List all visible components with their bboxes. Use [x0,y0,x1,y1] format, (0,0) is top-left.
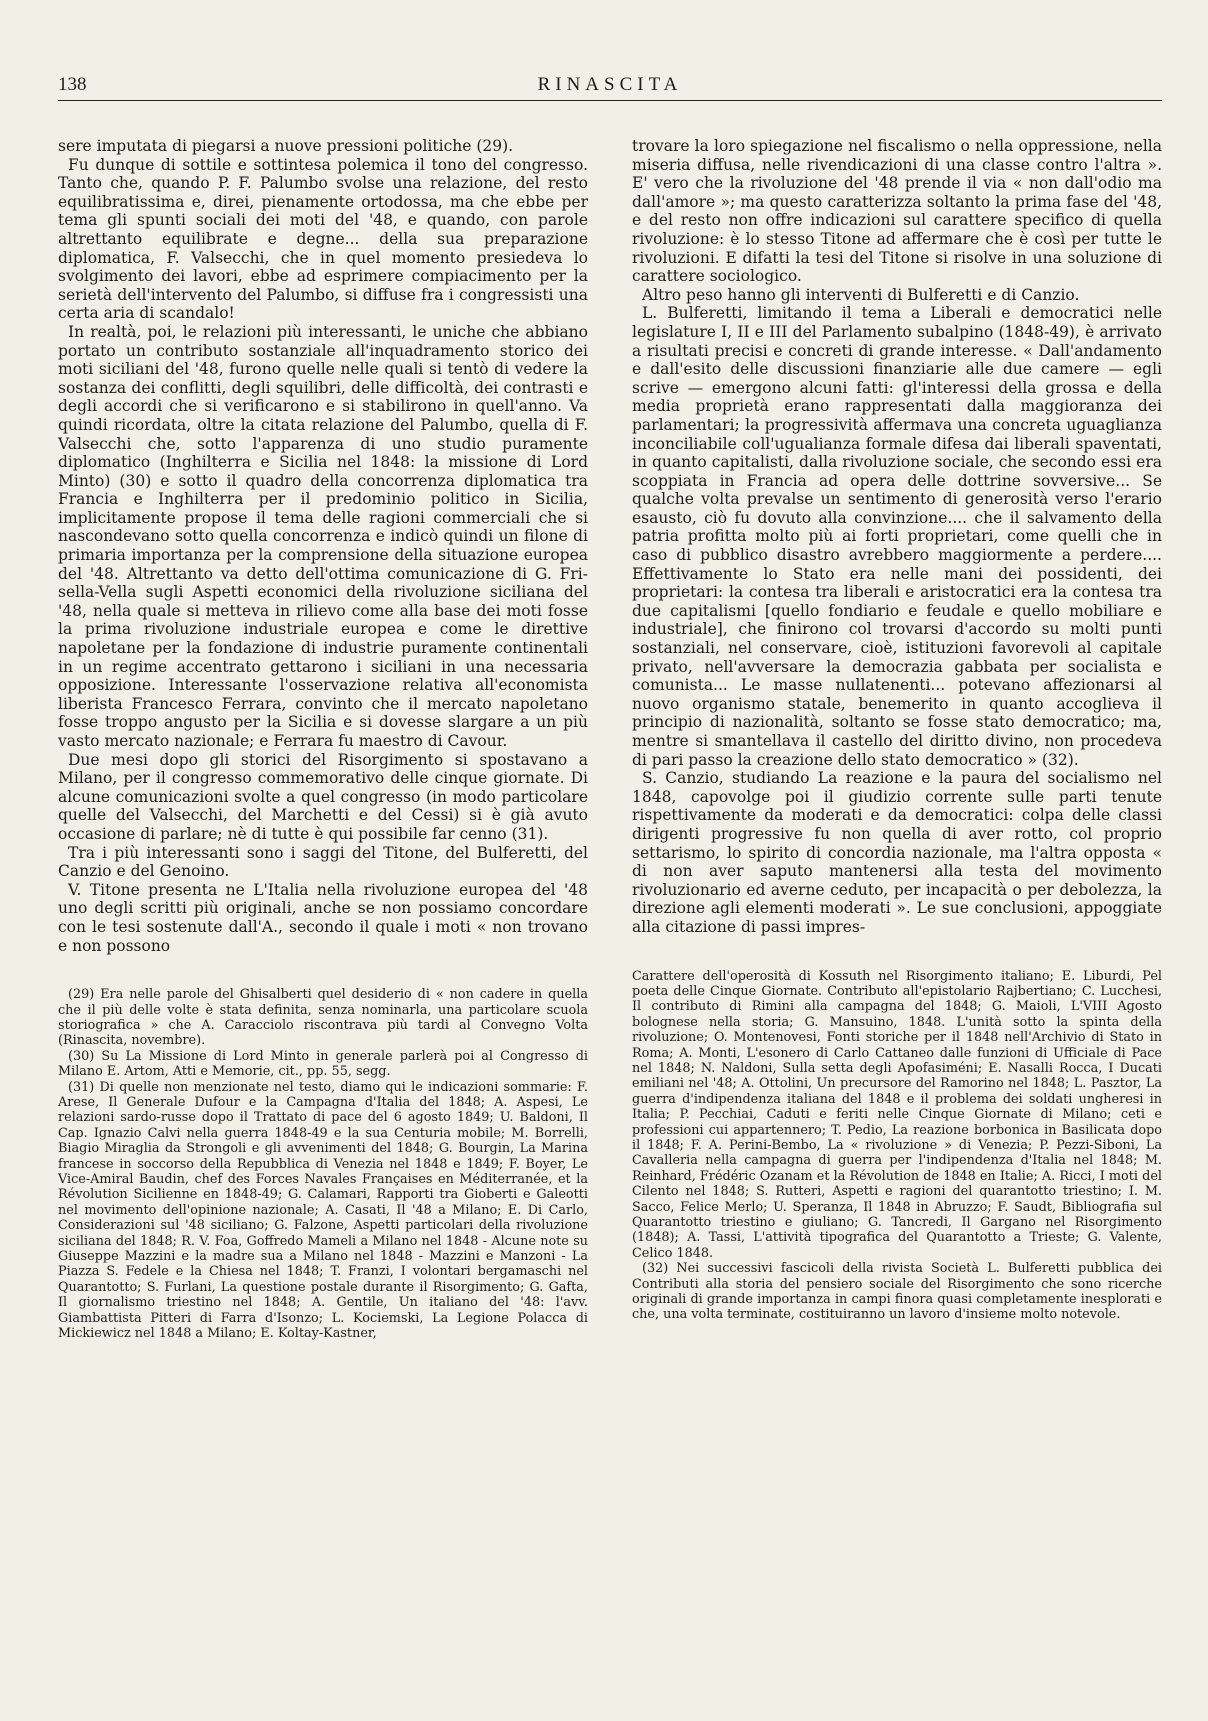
page-number: 138 [58,74,87,95]
right-column [632,137,1162,1341]
paragraph: Fu dunque di sottile e sottintesa polemica il tono del congresso. Tanto che, quando P. F. Palumbo svolse una relazione, del resto equilibratissima e, direi, pienamente ortodossa, ma che ebbe per tema gli spunti sociali dei moti del '48, e quando, con parole altrettanto equilibrate e degne... della sua preparazione diplomatica, F. Valsecchi, che in quel momento presiedeva lo svolgimento dei lavori, ebbe ad esprimere compiacimento per la serietà dell'intervento del Palumbo, si diffuse fra i congressisti una certa aria di scandalo! [58,155,588,323]
footnote: (29) Era nelle parole del Ghisalberti quel desiderio di « non cadere in quella che il più delle volte è stata definita, senza nominarla, una particolare scuola storiografica » che A. Caracciolo riscontrava più tardi al Convegno Volta (Rinascita, novembre). [58,987,588,1049]
footnote: (31) Di quelle non menzionate nel testo, diamo qui le indicazioni sommarie: F. Arese, Il Generale Dufour e la Campagna d'Italia del 1848; A. Aspesi, Le relazioni sardo-russe dopo il Trattato di pace del 6 agosto 1849; U. Baldoni, Il Cap. Ignazio Calvi nella guerra 1848-49 e la sua Centuria mobile; M. Borrelli, Biagio Miraglia da Strongoli e gli avvenimenti del 1848; G. Bourgin, La Marina francese in soccorso della Repubblica di Venezia nel 1848 e 1849; F. Boyer, Le Vice-Amiral Baudin, chef des Forces Navales Françaises en Méditerranée, et la Révolution Sicilienne en 1848-49; G. Calamari, Rapporti tra Gioberti e Galeotti nel movimento dell'opinione nazionale; A. Casati, Il '48 a Milano; E. Di Carlo, Considerazioni sul '48 siciliano; G. Falzone, Aspetti particolari della rivoluzione siciliana del 1848; R. V. Foa, Goffredo Mameli a Milano nel 1848 - Alcune note su Giuseppe Mazzini e la madre sua a Milano nel 1848 - Mazzini e Manzoni - La Piazza S. Fedele e la Chiesa nel 1848; T. Franzi, I volontari bergamaschi nel Quarantotto; S. Furlani, La questione postale durante il Risorgimento; G. Gafta, Il giornalismo triestino nel 1848; A. Gentile, Un italiano del '48: l'avv. Giambattista Pitteri di Farra d'Isonzo; L. Kociemski, La Legione Polacca di Mickiewicz nel 1848 a Milano; E. Koltay-Kastner, [58,1079,588,1342]
left-column-body [58,137,588,955]
left-column [58,137,588,1341]
paragraph: trovare la loro spiegazione nel fiscalismo o nella oppressione, nella miseria diffusa, nelle rivendicazioni di una classe contro l'altra ». E' vero che la rivoluzione del '48 prende il via « non dall'odio ma dall'amore »; ma questo caratterizza soltanto la prima fase del '48, e del resto non offre indicazioni sul carattere specifico di quella rivoluzione: è lo stesso Titone ad affermare che è così per tutte le rivoluzioni. E difatti la tesi del Titone si risolve in una soluzione di carattere sociologico. [632,137,1162,286]
paragraph: Due mesi dopo gli storici del Risorgimento si spostavano a Milano, per il congresso commemorativo delle cinque giornate. Di alcune comunicazioni svolte a quel congresso (in modo particolare quelle del Valsecchi, del Marchetti e del Cessi) si è già avuto occasione di parlare; nè di tutte è qui possibile far cenno (31). [58,750,588,843]
left-column-footnotes [58,987,588,1341]
right-column-footnotes [632,969,1162,1323]
paragraph: In realtà, poi, le relazioni più interessanti, le uniche che abbiano portato un contributo sostanziale all'inquadramento storico dei moti siciliani del '48, furono quelle nelle quali si tentò di vedere la sostanza dei conflitti, degli squilibri, delle difficoltà, dei contrasti e degli accordi che si verificarono e si stabilirono in quell'anno. Va quindi ricordata, oltre la citata relazione del Palumbo, quella di F. Valsecchi che, sotto l'apparenza di uno studio puramente diplomatico (Inghilterra e Sicilia nel 1848: la missione di Lord Minto) (30) e sotto il quadro della concorrenza diplomatica tra Francia e Inghilterra per il predominio politico in Sicilia, implicitamente propose il tema delle ragioni commerciali che si nascondevano sotto quella concorrenza e indicò quindi un filone di primaria importanza per la comprensione della situazione europea del '48. Altrettanto va detto dell'ottima comunicazione di G. Fri-sella-Vella sugli Aspetti economici della rivoluzione siciliana del '48, nella quale si metteva in rilievo come alla base dei moti fosse la prima rivoluzione industriale europea e come le direttive napoletane per la fondazione di industrie puramente continentali in un regime accentrato gettarono i siciliani in una necessaria opposizione. Interessante l'osservazione relativa all'economista liberista Francesco Ferrara, convinto che il mercato napoletano fosse troppo angusto per la Sicilia e si dovesse slargare a un più vasto mercato nazionale; e Ferrara fu maestro di Cavour. [58,322,588,750]
footnote: (32) Nei successivi fascicoli della rivista Società L. Bulferetti pubblica dei Contributi alla storia del pensiero sociale del Risorgimento che sono ricerche originali di grande importanza in campi finora quasi completamente inesplorati e che, una volta terminate, costituiranno un lavoro d'insieme molto notevole. [632,1261,1162,1323]
two-column-layout [58,137,1162,1341]
paragraph: Altro peso hanno gli interventi di Bulferetti e di Canzio. [642,285,1080,304]
paragraph: Tra i più interessanti sono i saggi del Titone, del Bulferetti, del Canzio e del Genoino. [58,843,588,881]
footnote: Carattere dell'operosità di Kossuth nel Risorgimento italiano; E. Liburdi, Pel poeta delle Cinque Giornate. Contributo all'epistolario Rajbertiano; C. Lucchesi, Il contributo di Rimini alla campagna del 1848; G. Maioli, L'VIII Agosto bolognese nella storia; G. Mansuino, 1848. L'unità sotto la spinta della rivoluzione; O. Montenovesi, Fonti storiche per il 1848 nell'Archivio di Stato in Roma; A. Monti, L'esonero di Carlo Cattaneo dalle funzioni di Ufficiale di Pace nel 1848; N. Naldoni, Sulla setta degli Apofasiméni; E. Nasalli Rocca, I Ducati emiliani nel '48; A. Ottolini, Un precursore del Ramorino nel 1848; L. Pasztor, La guerra d'indipendenza italiana del 1848 e il problema dei soldati ungheresi in Italia; P. Pecchiai, Caduti e feriti nelle Cinque Giornate di Milano; ceti e professioni cui appartennero; T. Pedio, La reazione borbonica in Basilicata dopo il 1848; F. A. Perini-Bembo, La « rivoluzione » di Venezia; P. Pezzi-Siboni, La Cavalleria nella campagna di guerra per l'indipendenza d'Italia nel 1848; M. Reinhard, Frédéric Ozanam et la Révolution de 1848 en Italie; A. Ricci, I moti del Cilento nel 1848; S. Rutteri, Aspetti e ragioni del quarantotto triestino; I. M. Sacco, Felice Merlo; U. Speranza, Il 1848 in Abruzzo; F. Saudt, Bibliografia sul Quarantotto triestino e giuliano; G. Tancredi, Il Gargano nel Risorgimento (1848); A. Tassi, L'attività tipografica del Quarantotto a Trieste; G. Valente, Celico 1848. [632,968,1162,1261]
footnote: (30) Su La Missione di Lord Minto in generale parlerà poi al Congresso di Milano E. Artom, Atti e Memorie, cit., pp. 55, segg. [58,1048,588,1080]
paragraph: S. Canzio, studiando La reazione e la paura del socialismo nel 1848, capovolge poi il giudizio corrente sulle parti tenute rispettivamente da moderati e da democratici: colpa delle classi dirigenti progressive fu non quella di aver rotto, col proprio settarismo, lo spirito di concordia nazionale, ma l'altra opposta « di non aver saputo mantenersi alla testa del movimento rivoluzionario ed averne ceduto, per incapacità o per debolezza, la direzione agli elementi moderati ». Le sue conclusioni, appoggiate alla citazione di passi impres- [632,769,1162,936]
page-header [58,70,1162,101]
right-column-body [632,137,1162,937]
paragraph: L. Bulferetti, limitando il tema a Liberali e democratici nelle legislature I, II e III del Parlamento subalpino (1848-49), è arrivato a risultati precisi e concreti di grande interesse. « Dall'andamento e dall'esito delle discussioni finanziarie alle due camere — egli scrive — emergono alcuni fatti: gl'interessi della grossa e della media proprietà erano rappresentati dalla maggioranza dei parlamentari; la progressività affermava una concreta uguaglianza inconciliabile coll'ugualianza formale difesa dai liberali spaventati, in quanto capitalisti, dalla rivoluzione sociale, che secondo essi era scoppiata in Francia ad opera delle dottrine sovversive... Se qualche volta prevalse un sentimento di generosità verso l'erario esausto, ciò fu dovuto alla convinzione.... che il salvamento della patria profitta molto più ai forti proprietari, come quelli che in caso di pubblico disastro avrebbero maggiormente a perdere.... Effettivamente lo Stato era nelle mani dei possidenti, dei proprietari: la contesa tra liberali e aristocratici era la contesa tra due capitalismi [quello fondiario e feudale e quello mobiliare e industriale], che finirono col trovarsi d'accordo su molti punti sostanziali, nel conservare, cioè, istituzioni favorevoli al capitale privato, nell'avversare la democrazia gabbata per socialista e comunista... Le masse nullatenenti... potevano affezionarsi al nuovo organismo statale, benemerito in quanto accoglieva il principio di nazionalità, soltanto se fosse stato democratico; ma, mentre si smantellava il castello del diritto divino, non procedeva di pari passo la creazione dello stato democratico » (32). [632,304,1162,769]
paragraph: sere imputata di piegarsi a nuove pressioni politiche (29). [58,137,514,155]
paragraph: V. Titone presenta ne L'Italia nella rivoluzione europea del '48 uno degli scritti più originali, anche se non possiamo concordare con le tesi sostenute dall'A., secondo il quale i moti « non trovano e non possono [58,880,588,955]
running-title: RINASCITA [537,74,683,95]
